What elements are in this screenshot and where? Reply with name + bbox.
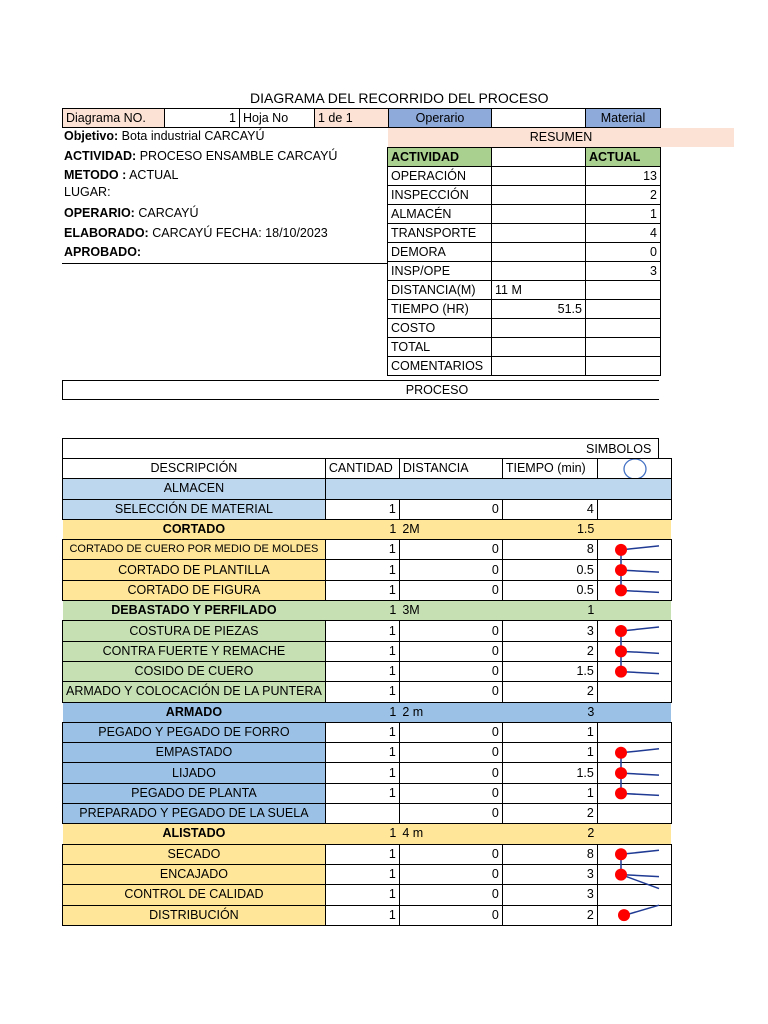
process-qty: 1 bbox=[325, 864, 399, 884]
process-time: 4 bbox=[502, 499, 597, 519]
hoja-label: Hoja No bbox=[240, 109, 315, 128]
section-title: ALISTADO bbox=[63, 824, 326, 844]
section-dist: 2M bbox=[399, 519, 502, 539]
process-time: 0.5 bbox=[502, 580, 597, 600]
process-time: 1 bbox=[502, 783, 597, 803]
operation-dot-icon bbox=[615, 869, 627, 881]
section-qty: 1 bbox=[325, 601, 399, 621]
section-dist: 4 m bbox=[399, 824, 502, 844]
process-qty: 1 bbox=[325, 499, 399, 519]
section-dist: 3M bbox=[399, 601, 502, 621]
process-dist: 0 bbox=[399, 864, 502, 884]
process-time: 2 bbox=[502, 641, 597, 661]
process-qty: 1 bbox=[325, 540, 399, 560]
process-qty: 1 bbox=[325, 905, 399, 925]
summary-row-actual: 4 bbox=[586, 224, 661, 243]
process-dist: 0 bbox=[399, 499, 502, 519]
process-time: 1.5 bbox=[502, 661, 597, 681]
process-desc: CORTADO DE CUERO POR MEDIO DE MOLDES bbox=[63, 540, 326, 560]
process-time: 3 bbox=[502, 621, 597, 641]
operation-dot-icon bbox=[615, 625, 627, 637]
process-dist: 0 bbox=[399, 763, 502, 783]
section-qty: 1 bbox=[325, 519, 399, 539]
summary-row-actual: 2 bbox=[586, 186, 661, 205]
process-qty: 1 bbox=[325, 560, 399, 580]
summary-row-label: TRANSPORTE bbox=[388, 224, 492, 243]
section-time: 2 bbox=[502, 824, 597, 844]
actividad-line: ACTIVIDAD: PROCESO ENSAMBLE CARCAYÚ bbox=[64, 149, 338, 163]
operation-dot-icon bbox=[615, 666, 627, 678]
section-qty: 1 bbox=[325, 824, 399, 844]
process-desc: ARMADO Y COLOCACIÓN DE LA PUNTERA bbox=[63, 682, 326, 702]
process-desc: COSIDO DE CUERO bbox=[63, 661, 326, 681]
section-time: 1.5 bbox=[502, 519, 597, 539]
summary-row-label: TOTAL bbox=[388, 338, 492, 357]
process-dist: 0 bbox=[399, 844, 502, 864]
aprobado-line: APROBADO: bbox=[64, 245, 142, 259]
simbolos-label: SIMBOLOS bbox=[586, 442, 652, 456]
col-cantidad: CANTIDAD bbox=[325, 459, 399, 479]
metodo-line: METODO : ACTUAL bbox=[64, 168, 179, 182]
elaborado-line: ELABORADO: CARCAYÚ FECHA: 18/10/2023 bbox=[64, 226, 328, 240]
process-dist: 0 bbox=[399, 560, 502, 580]
objetivo-line: Objetivo: Bota industrial CARCAYÚ bbox=[64, 129, 265, 143]
section-title: ALMACEN bbox=[63, 479, 326, 499]
operation-dot-icon bbox=[615, 787, 627, 799]
diagrama-label: Diagrama NO. bbox=[63, 109, 165, 128]
summary-row-label: ALMACÉN bbox=[388, 205, 492, 224]
material-header: Material bbox=[586, 109, 661, 128]
col-distancia: DISTANCIA bbox=[399, 459, 502, 479]
process-dist: 0 bbox=[399, 905, 502, 925]
process-desc: CONTRA FUERTE Y REMACHE bbox=[63, 641, 326, 661]
process-qty: 1 bbox=[325, 722, 399, 742]
summary-col-actual: ACTUAL bbox=[586, 148, 661, 167]
process-desc: PEGADO DE PLANTA bbox=[63, 783, 326, 803]
process-dist: 0 bbox=[399, 682, 502, 702]
proceso-label: PROCESO bbox=[405, 383, 469, 397]
process-desc: PEGADO Y PEGADO DE FORRO bbox=[63, 722, 326, 742]
process-desc: CORTADO DE FIGURA bbox=[63, 580, 326, 600]
process-time: 1.5 bbox=[502, 763, 597, 783]
summary-row-label: COMENTARIOS bbox=[388, 357, 492, 376]
operation-dot-icon bbox=[618, 909, 630, 921]
process-qty: 1 bbox=[325, 743, 399, 763]
section-time: 3 bbox=[502, 702, 597, 722]
summary-row-mid: 51.5 bbox=[492, 300, 586, 319]
process-time: 8 bbox=[502, 540, 597, 560]
process-dist: 0 bbox=[399, 783, 502, 803]
summary-row-actual: 1 bbox=[586, 205, 661, 224]
summary-row-label: INSP/OPE bbox=[388, 262, 492, 281]
process-time: 1 bbox=[502, 722, 597, 742]
section-title: ARMADO bbox=[63, 702, 326, 722]
process-desc: SELECCIÓN DE MATERIAL bbox=[63, 499, 326, 519]
process-time: 2 bbox=[502, 804, 597, 824]
process-dist: 0 bbox=[399, 885, 502, 905]
process-desc: CONTROL DE CALIDAD bbox=[63, 885, 326, 905]
section-title: DEBASTADO Y PERFILADO bbox=[63, 601, 326, 621]
process-qty: 1 bbox=[325, 661, 399, 681]
summary-row-label: DEMORA bbox=[388, 243, 492, 262]
process-qty: 1 bbox=[325, 621, 399, 641]
process-dist: 0 bbox=[399, 804, 502, 824]
process-dist: 0 bbox=[399, 722, 502, 742]
process-desc: SECADO bbox=[63, 844, 326, 864]
process-time: 3 bbox=[502, 864, 597, 884]
summary-row-label: TIEMPO (HR) bbox=[388, 300, 492, 319]
section-qty: 1 bbox=[325, 702, 399, 722]
process-time: 1 bbox=[502, 743, 597, 763]
operation-dot-icon bbox=[615, 848, 627, 860]
hoja-value: 1 de 1 bbox=[315, 109, 389, 128]
process-qty: 1 bbox=[325, 641, 399, 661]
operation-dot-icon bbox=[615, 747, 627, 759]
process-qty: 1 bbox=[325, 580, 399, 600]
process-dist: 0 bbox=[399, 743, 502, 763]
operation-dot-icon bbox=[615, 564, 627, 576]
process-time: 0.5 bbox=[502, 560, 597, 580]
process-time: 3 bbox=[502, 885, 597, 905]
summary-row-actual: 0 bbox=[586, 243, 661, 262]
lugar-line: LUGAR: bbox=[64, 185, 111, 199]
operation-dot-icon bbox=[615, 544, 627, 556]
summary-col-actividad: ACTIVIDAD bbox=[388, 148, 492, 167]
col-descripcion: DESCRIPCIÓN bbox=[63, 459, 326, 479]
process-desc: CORTADO DE PLANTILLA bbox=[63, 560, 326, 580]
resumen-bar: RESUMEN bbox=[388, 128, 734, 147]
operario-header: Operario bbox=[389, 109, 492, 128]
summary-row-actual: 13 bbox=[586, 167, 661, 186]
process-qty: 1 bbox=[325, 763, 399, 783]
process-desc: ENCAJADO bbox=[63, 864, 326, 884]
col-tiempo: TIEMPO (min) bbox=[502, 459, 597, 479]
process-desc: EMPASTADO bbox=[63, 743, 326, 763]
process-dist: 0 bbox=[399, 621, 502, 641]
process-dist: 0 bbox=[399, 641, 502, 661]
connector-line bbox=[625, 905, 659, 915]
operation-dot-icon bbox=[615, 645, 627, 657]
operation-dot-icon bbox=[615, 767, 627, 779]
process-qty: 1 bbox=[325, 783, 399, 803]
process-time: 2 bbox=[502, 905, 597, 925]
summary-row-label: OPERACIÓN bbox=[388, 167, 492, 186]
operario-line: OPERARIO: CARCAYÚ bbox=[64, 206, 199, 220]
section-title: CORTADO bbox=[63, 519, 326, 539]
process-dist: 0 bbox=[399, 540, 502, 560]
process-dist: 0 bbox=[399, 580, 502, 600]
operation-dot-icon bbox=[615, 584, 627, 596]
section-time: 1 bbox=[502, 601, 597, 621]
process-qty: 1 bbox=[325, 682, 399, 702]
summary-row-label: INSPECCIÓN bbox=[388, 186, 492, 205]
summary-row-mid: 11 M bbox=[492, 281, 586, 300]
process-dist: 0 bbox=[399, 661, 502, 681]
page-title: DIAGRAMA DEL RECORRIDO DEL PROCESO bbox=[250, 90, 549, 106]
process-desc: COSTURA DE PIEZAS bbox=[63, 621, 326, 641]
section-dist: 2 m bbox=[399, 702, 502, 722]
process-desc: DISTRIBUCIÓN bbox=[63, 905, 326, 925]
diagrama-value: 1 bbox=[165, 109, 240, 128]
summary-row-label: DISTANCIA(M) bbox=[388, 281, 492, 300]
process-desc: LIJADO bbox=[63, 763, 326, 783]
summary-row-actual: 3 bbox=[586, 262, 661, 281]
process-time: 8 bbox=[502, 844, 597, 864]
summary-row-label: COSTO bbox=[388, 319, 492, 338]
process-desc: PREPARADO Y PEGADO DE LA SUELA bbox=[63, 804, 326, 824]
process-qty: 1 bbox=[325, 885, 399, 905]
process-time: 2 bbox=[502, 682, 597, 702]
process-qty: 1 bbox=[325, 844, 399, 864]
